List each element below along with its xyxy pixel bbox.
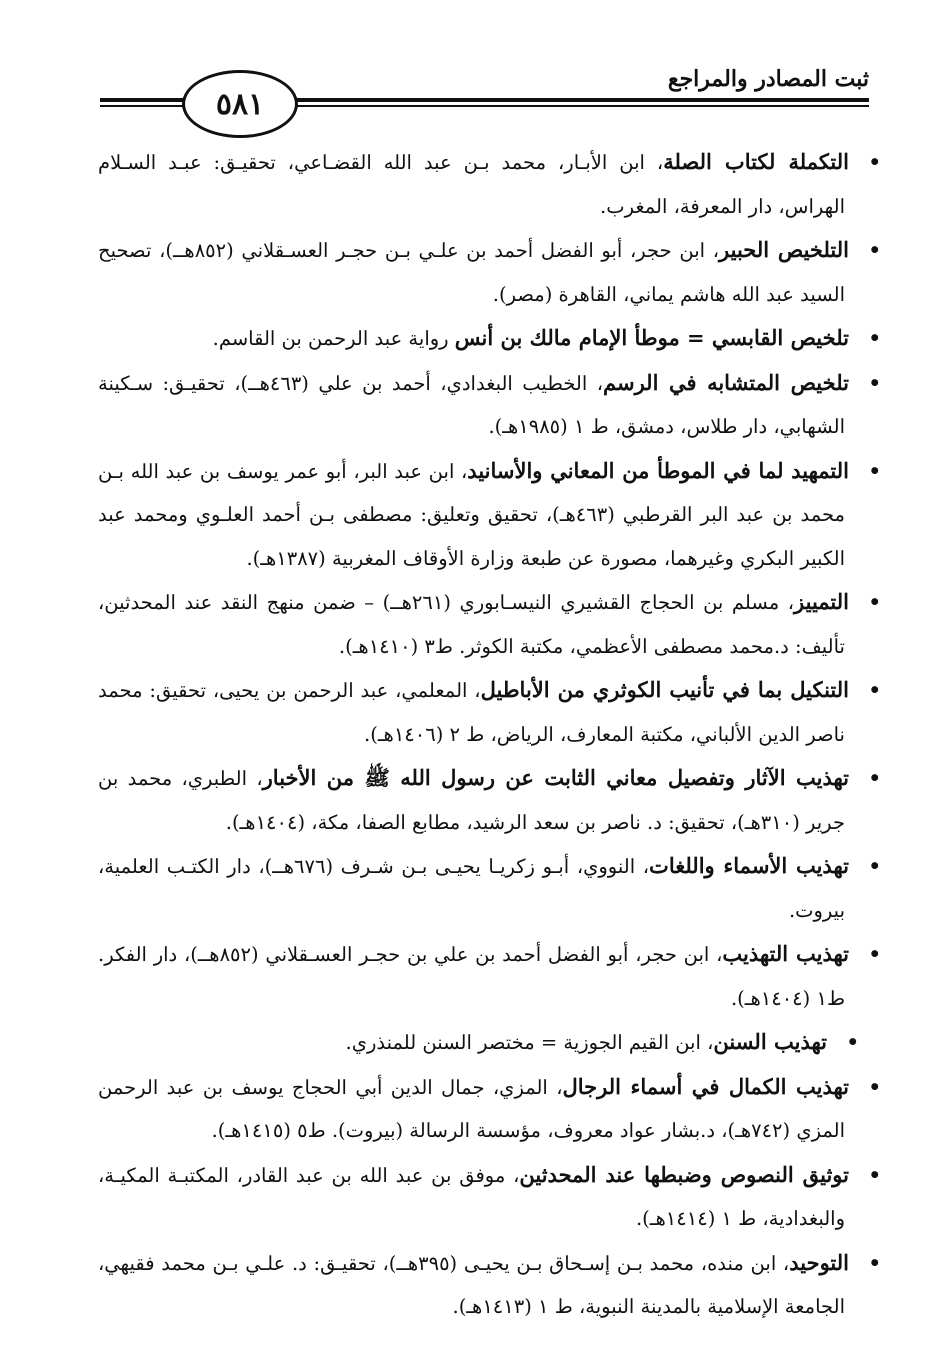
- entry-title: التوحيد: [789, 1249, 849, 1275]
- running-title: ثبت المصادر والمراجع: [667, 66, 869, 92]
- entry-title: تلخيص القابسي = موطأ الإمام مالك بن أنس: [454, 325, 849, 350]
- bibliography-entry: [98, 228, 881, 316]
- entry-details: ، ابن القيم الجوزية = مختصر السنن للمنذري.: [345, 1031, 714, 1054]
- entry-details: ، ابن الأبـار، محمد بـن عبد الله القضـاعي، تحقيـق: عبـد السـلام الهراس، دار المعرفة، المغرب.: [98, 151, 845, 218]
- bibliography-entry: [98, 844, 881, 932]
- bullet-icon: •: [868, 591, 881, 614]
- bibliography-entry: [98, 316, 881, 361]
- bullet-icon: •: [868, 1075, 881, 1099]
- bibliography-entry: [98, 932, 882, 1020]
- bullet-icon: •: [868, 1251, 881, 1275]
- bullet-icon: •: [868, 1163, 881, 1187]
- bibliography-list: [98, 140, 882, 1329]
- bibliography-entry: [98, 361, 881, 449]
- entry-title: التمهيد لما في الموطأ من المعاني والأسانيد: [467, 457, 849, 483]
- bullet-icon: •: [868, 855, 881, 878]
- entry-details: ، ابن عبد البر، أبو عمر يوسف بن عبد الله بـن محمد بن عبد البر القرطبي (٤٦٣هـ)، تحقيق وتعليق: مصطفى بـن أحمد العلـوي ومحمد عبد الكبير البكري وغيرهما، مصورة عن طبعة وزارة الأوقاف المغربية (١٣٨٧هـ).: [98, 459, 846, 570]
- entry-details: ، ابن حجر، أبو الفضل أحمد بن علي بن حجـر العسـقلاني (٨٥٢هــ)، دار الفكر. ط١ (١٤٠٤هـ).: [98, 943, 845, 1010]
- entry-details: ، ابن حجر، أبو الفضل أحمد بن علـي بـن حجـر العسـقلاني (٨٥٢هــ)، تصحيح السيد عبد الله هاشم يماني، القاهرة (مصر).: [98, 239, 845, 306]
- entry-title: تهذيب الآثار وتفصيل معاني الثابت عن رسول الله ﷺ من الأخبار: [262, 765, 849, 790]
- bibliography-entry: [98, 1241, 881, 1329]
- page-number: ٥٨١: [182, 70, 298, 138]
- entry-details: ، المزي، جمال الدين أبي الحجاج يوسف بن عبد الرحمن المزي (٧٤٢هـ)، د.بشار عواد معروف، مؤسسة الرسالة (بيروت). ط٥ (١٤١٥هـ).: [98, 1075, 845, 1142]
- entry-title: تهذيب الكمال في أسماء الرجال: [562, 1073, 849, 1099]
- entry-details: ، الخطيب البغدادي، أحمد بن علي (٤٦٣هــ)، تحقيـق: سـكينة الشهابي، دار طلاس، دمشق، ط ١ (١٩٨٥هـ).: [98, 371, 845, 438]
- bibliography-entry: [98, 449, 881, 581]
- bullet-icon: •: [868, 327, 881, 350]
- bullet-icon: •: [846, 1031, 859, 1054]
- entry-title: التنكيل بما في تأنيب الكوثري من الأباطيل: [480, 677, 849, 702]
- entry-details: ، موفق بن عبد الله بن عبد القادر، المكتبـة المكيـة، والبغدادية، ط ١ (١٤١٤هـ).: [98, 1163, 845, 1230]
- entry-details: ، المعلمي، عبد الرحمن بن يحيى، تحقيق: محمد ناصر الدين الألباني، مكتبة المعارف، الرياض، ط ٢ (١٤٠٦هـ).: [98, 679, 845, 746]
- bibliography-entry: [98, 668, 881, 756]
- entry-details: ، مسلم بن الحجاج القشيري النيسـابوري (٢٦١هــ) – ضمن منهج النقد عند المحدثين، تأليف: د.محمد مصطفى الأعظمي، مكتبة الكوثر. ط٣ (١٤١٠هـ).: [98, 591, 845, 658]
- bullet-icon: •: [868, 767, 881, 790]
- entry-title: تلخيص المتشابه في الرسم: [603, 369, 849, 395]
- entry-title: توثيق النصوص وضبطها عند المحدثين: [519, 1161, 849, 1187]
- entry-details: ، الطبري، محمد بن جرير (٣١٠هـ)، تحقيق: د. ناصر بن سعد الرشيد، مطابع الصفا، مكة، (١٤٠٤هـ).: [98, 767, 845, 834]
- bullet-icon: •: [868, 459, 881, 483]
- bibliography-entry: [98, 1020, 863, 1065]
- bibliography-entry: [98, 1065, 881, 1153]
- entry-title: التلخيص الحبير: [719, 237, 849, 262]
- bibliography-entry: [98, 140, 882, 228]
- bullet-icon: •: [868, 679, 881, 702]
- entry-title: تهذيب الأسماء واللغات: [649, 853, 849, 878]
- entry-title: التمييز: [794, 589, 849, 614]
- bibliography-entry: [98, 756, 881, 844]
- entry-title: تهذيب السنن: [713, 1029, 827, 1054]
- entry-details: ، ابن منده، محمد بـن إسـحاق بـن يحيـى (٣٩٥هــ)، تحقيـق: د. علـي بـن محمد فقيهي، الجامعة الإسلامية بالمدينة النبوية، ط ١ (١٤١٣هـ).: [98, 1251, 845, 1318]
- bullet-icon: •: [868, 371, 881, 395]
- bullet-icon: •: [868, 239, 881, 262]
- bibliography-entry: [98, 1153, 881, 1241]
- entry-details: ، النووي، أبـو زكريـا يحيـى بـن شـرف (٦٧٦هــ)، دار الكتـب العلمية، بيروت.: [98, 855, 845, 922]
- bullet-icon: •: [868, 943, 882, 966]
- entry-title: تهذيب التهذيب: [722, 941, 850, 966]
- entry-details: رواية عبد الرحمن بن القاسم.: [212, 327, 455, 350]
- bullet-icon: •: [868, 151, 882, 174]
- entry-title: التكملة لكتاب الصلة: [663, 149, 850, 174]
- bibliography-entry: [98, 580, 881, 668]
